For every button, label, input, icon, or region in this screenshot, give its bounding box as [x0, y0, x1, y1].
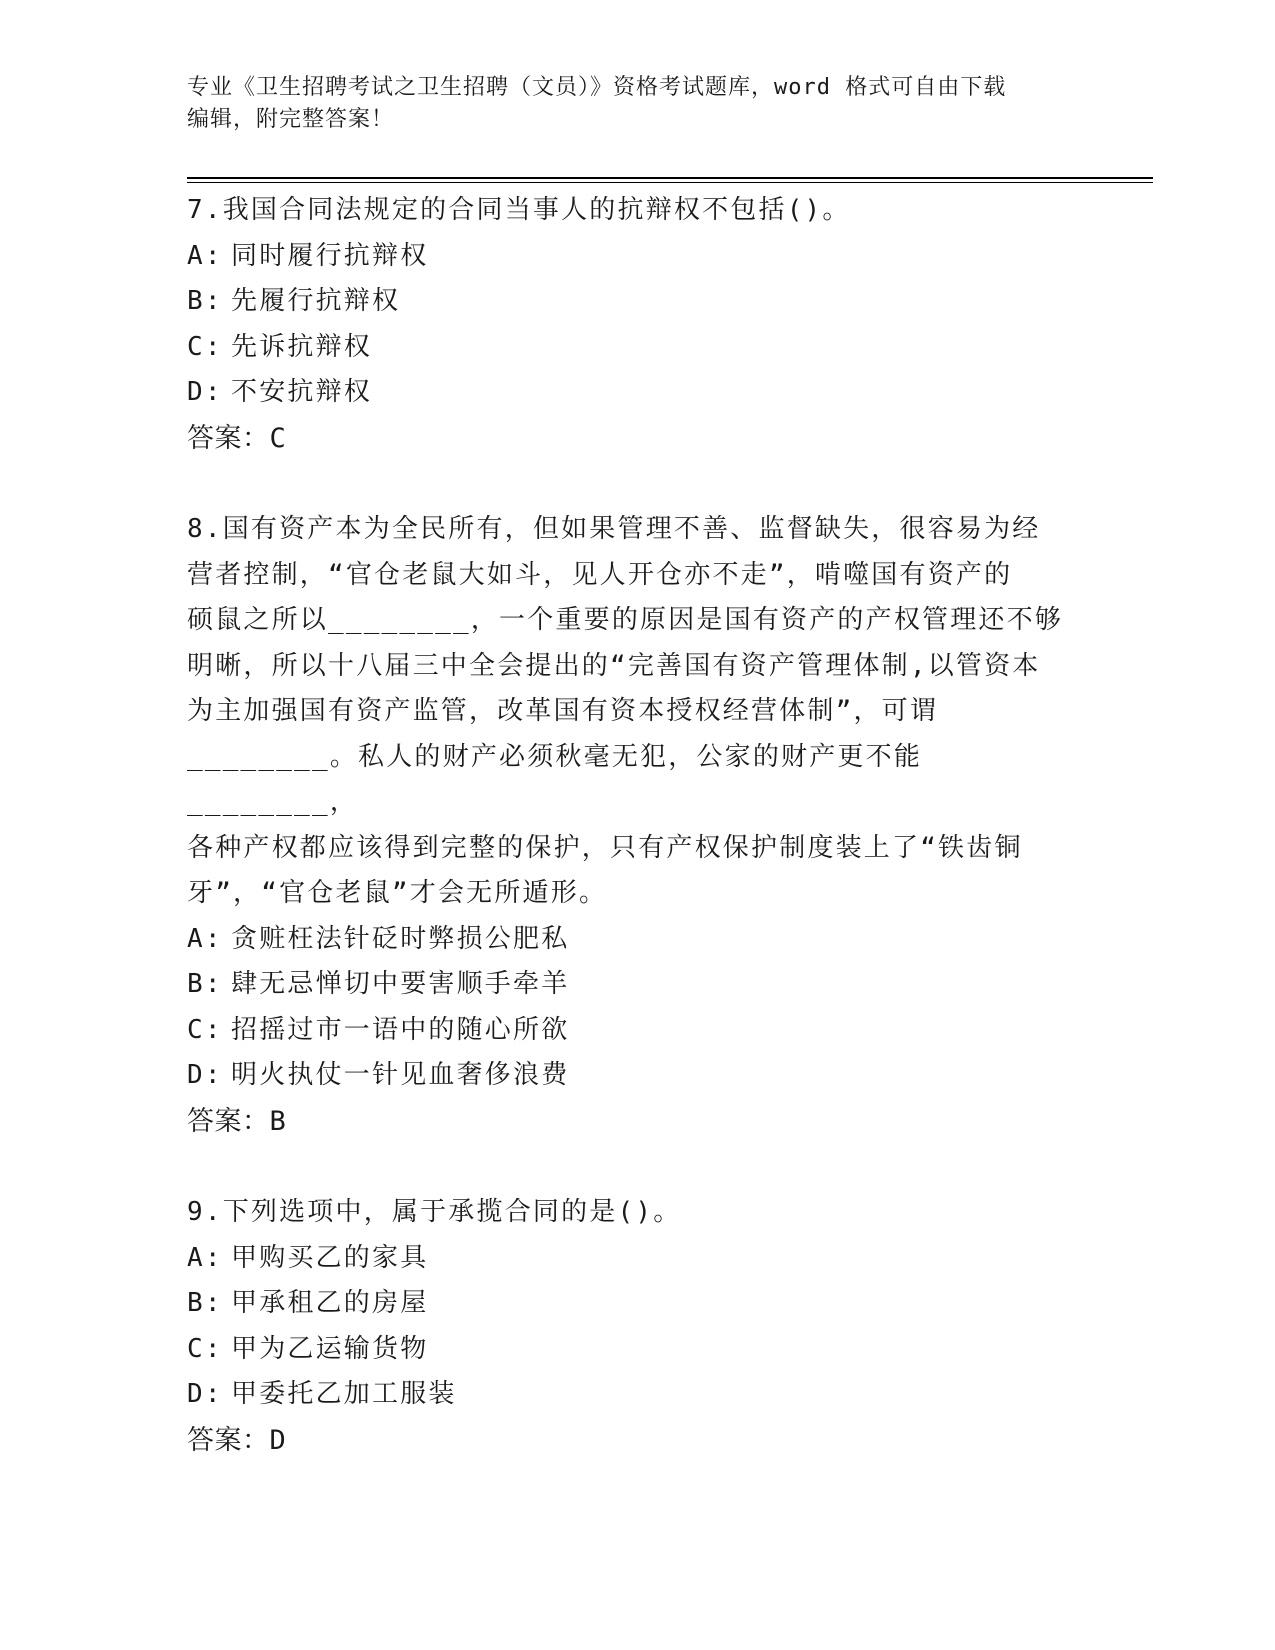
option-text: 肆无忌惮切中要害顺手牵羊 [231, 969, 570, 999]
option-letter: B: [187, 1288, 223, 1318]
option-b [187, 279, 1087, 325]
question-stem: 9.下列选项中，属于承揽合同的是()。 [187, 1197, 682, 1227]
option-letter: A: [187, 1242, 223, 1273]
option-letter: C: [187, 1333, 223, 1364]
option-text: 先履行抗辩权 [231, 286, 401, 316]
question-7 [187, 188, 1087, 461]
question-stem-line: 牙”，“官仓老鼠”才会无所遁形。 [187, 878, 608, 908]
option-c [187, 325, 1087, 371]
option-a [187, 917, 1087, 963]
option-text: 先诉抗辩权 [231, 331, 373, 362]
option-d [187, 370, 1087, 416]
option-letter: D: [187, 1060, 223, 1090]
answer-line [187, 1418, 1087, 1464]
option-letter: D: [187, 1379, 223, 1409]
option-b [187, 1281, 1087, 1327]
option-letter: A: [187, 240, 223, 271]
document-header [187, 72, 1067, 136]
answer-line [187, 1099, 1087, 1145]
question-stem-line: 硕鼠之所以________，一个重要的原因是国有资产的产权管理还不够 [187, 605, 1064, 635]
option-letter: B: [187, 969, 223, 999]
option-c [187, 1327, 1087, 1373]
question-list [187, 188, 1087, 1463]
option-text: 贪赃枉法针砭时弊损公肥私 [231, 923, 570, 954]
option-letter: B: [187, 286, 223, 316]
option-c [187, 1008, 1087, 1054]
option-text: 甲委托乙加工服装 [231, 1379, 457, 1409]
header-line-2: 编辑，附完整答案！ [187, 107, 395, 132]
option-text: 甲购买乙的家具 [231, 1242, 429, 1273]
question-stem-line: 各种产权都应该得到完整的保护，只有产权保护制度装上了“铁齿铜 [187, 832, 1023, 863]
option-letter: A: [187, 923, 223, 954]
question-8 [187, 507, 1087, 1144]
question-stem-line: ________。私人的财产必须秋毫无犯，公家的财产更不能________， [187, 741, 923, 817]
option-text: 甲为乙运输货物 [231, 1333, 429, 1364]
answer-label: 答案： [187, 1424, 270, 1456]
question-9 [187, 1190, 1087, 1463]
header-divider-thin [187, 182, 1153, 183]
answer-value: D [269, 1424, 287, 1456]
option-a [187, 234, 1087, 280]
option-text: 同时履行抗辩权 [231, 240, 429, 271]
option-letter: D: [187, 377, 223, 407]
question-stem-line: 为主加强国有资产监管，改革国有资本授权经营体制”，可谓 [187, 696, 939, 726]
option-a [187, 1236, 1087, 1282]
option-text: 不安抗辩权 [231, 377, 373, 407]
answer-value: C [269, 422, 287, 454]
question-stem-line: 8.国有资产本为全民所有，但如果管理不善、监督缺失，很容易为经 [187, 514, 1041, 544]
header-line-1: 专业《卫生招聘考试之卫生招聘（文员）》资格考试题库，word 格式可自由下载 [187, 75, 1007, 100]
answer-value: B [269, 1105, 287, 1137]
question-stem-line: 明晰，所以十八届三中全会提出的“完善国有资产管理体制,以管资本 [187, 650, 1041, 681]
option-b [187, 962, 1087, 1008]
option-d [187, 1053, 1087, 1099]
option-text: 甲承租乙的房屋 [231, 1288, 429, 1318]
question-stem: 7.我国合同法规定的合同当事人的抗辩权不包括()。 [187, 195, 851, 225]
option-letter: C: [187, 331, 223, 362]
answer-line [187, 416, 1087, 462]
option-letter: C: [187, 1014, 223, 1045]
option-text: 明火执仗一针见血奢侈浪费 [231, 1060, 570, 1090]
question-stem-line: 营者控制，“官仓老鼠大如斗，见人开仓亦不走”，啃噬国有资产的 [187, 559, 1013, 590]
option-text: 招摇过市一语中的随心所欲 [231, 1014, 570, 1045]
answer-label: 答案： [187, 1105, 270, 1137]
answer-label: 答案： [187, 422, 270, 454]
option-d [187, 1372, 1087, 1418]
header-divider-thick [187, 177, 1153, 179]
